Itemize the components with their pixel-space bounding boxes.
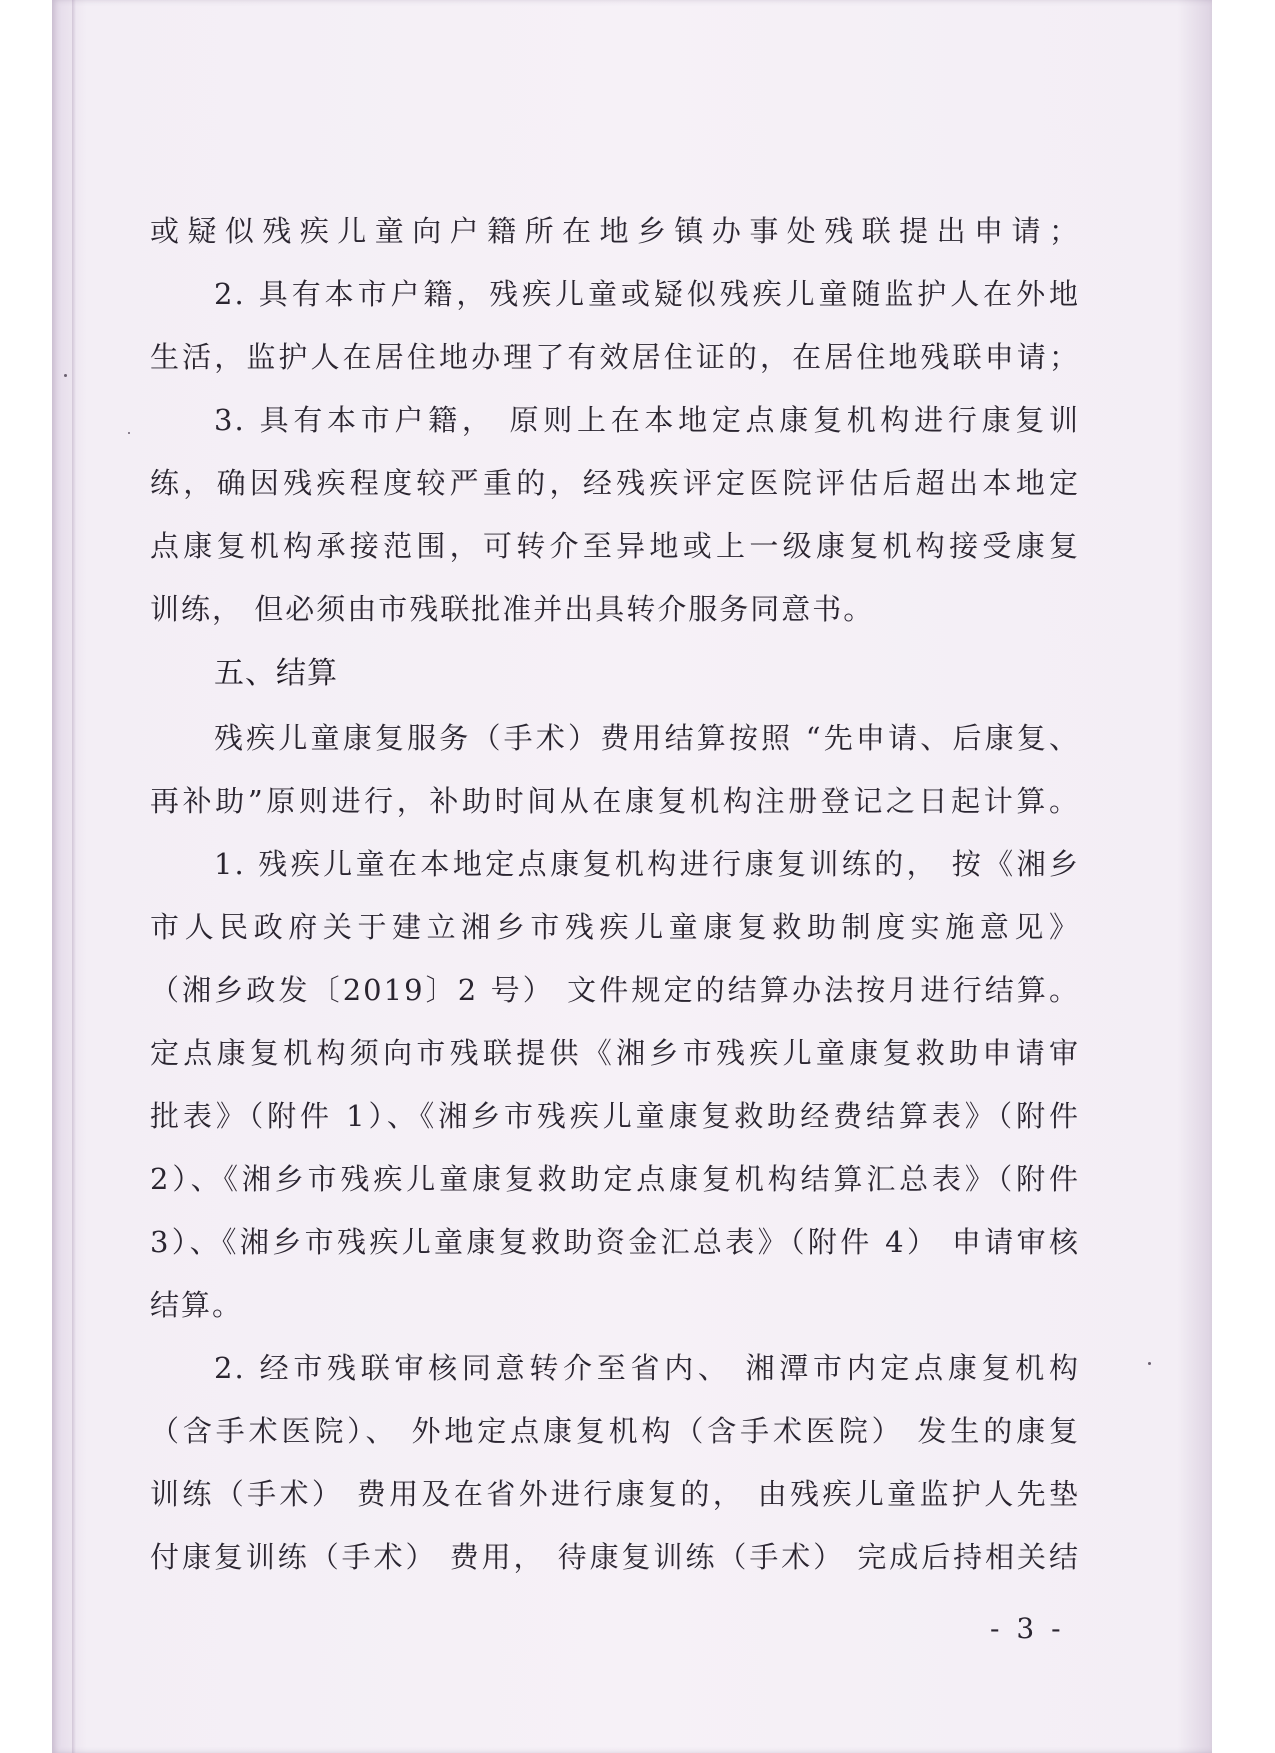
body-line: 练，确因残疾程度较严重的，经残疾评定医院评估后超出本地定 bbox=[150, 466, 1080, 500]
paper-fold-shadow bbox=[72, 0, 76, 1753]
section-heading: 五、结算 bbox=[214, 656, 338, 691]
body-line: 3）、《湘乡市残疾儿童康复救助资金汇总表》（附件 4） 申请审核 bbox=[150, 1225, 1080, 1259]
body-line: 点康复机构承接范围，可转介至异地或上一级康复机构接受康复 bbox=[150, 529, 1080, 563]
body-line: 2. 具有本市户籍，残疾儿童或疑似残疾儿童随监护人在外地 bbox=[214, 277, 1080, 311]
body-line: 训练， 但必须由市残联批准并出具转介服务同意书。 bbox=[150, 592, 875, 626]
body-line: 付康复训练（手术） 费用， 待康复训练（手术） 完成后持相关结 bbox=[150, 1540, 1080, 1574]
document-body bbox=[150, 200, 1080, 1589]
scan-speck bbox=[1148, 1362, 1151, 1365]
body-line: 训练（手术） 费用及在省外进行康复的， 由残疾儿童监护人先垫 bbox=[150, 1477, 1080, 1511]
body-line: 定点康复机构须向市残联提供《湘乡市残疾儿童康复救助申请审 bbox=[150, 1036, 1080, 1070]
body-line: （湘乡政发〔2019〕2 号） 文件规定的结算办法按月进行结算。 bbox=[150, 973, 1080, 1007]
body-line: 批表》（附件 1）、《湘乡市残疾儿童康复救助经费结算表》（附件 bbox=[150, 1099, 1080, 1133]
body-line: 2）、《湘乡市残疾儿童康复救助定点康复机构结算汇总表》（附件 bbox=[150, 1162, 1080, 1196]
body-line: 再补助”原则进行，补助时间从在康复机构注册登记之日起计算。 bbox=[150, 784, 1080, 818]
body-line: 残疾儿童康复服务（手术）费用结算按照 “先申请、后康复、 bbox=[214, 721, 1080, 755]
body-line: 结算。 bbox=[150, 1288, 244, 1322]
body-line: 1. 残疾儿童在本地定点康复机构进行康复训练的， 按《湘乡 bbox=[214, 847, 1080, 881]
body-line: 生活，监护人在居住地办理了有效居住证的，在居住地残联申请； bbox=[150, 340, 1080, 374]
scan-speck bbox=[128, 432, 130, 434]
scan-speck bbox=[64, 374, 67, 377]
body-line: 或疑似残疾儿童向户籍所在地乡镇办事处残联提出申请； bbox=[150, 214, 1080, 248]
page-number: - 3 - bbox=[990, 1612, 1065, 1645]
body-line: 3. 具有本市户籍， 原则上在本地定点康复机构进行康复训 bbox=[214, 403, 1080, 437]
scanner-margin bbox=[1212, 0, 1275, 1753]
body-line: （含手术医院）、 外地定点康复机构（含手术医院） 发生的康复 bbox=[150, 1414, 1080, 1448]
body-line: 2. 经市残联审核同意转介至省内、 湘潭市内定点康复机构 bbox=[214, 1351, 1080, 1385]
body-line: 市人民政府关于建立湘乡市残疾儿童康复救助制度实施意见》 bbox=[150, 910, 1080, 944]
